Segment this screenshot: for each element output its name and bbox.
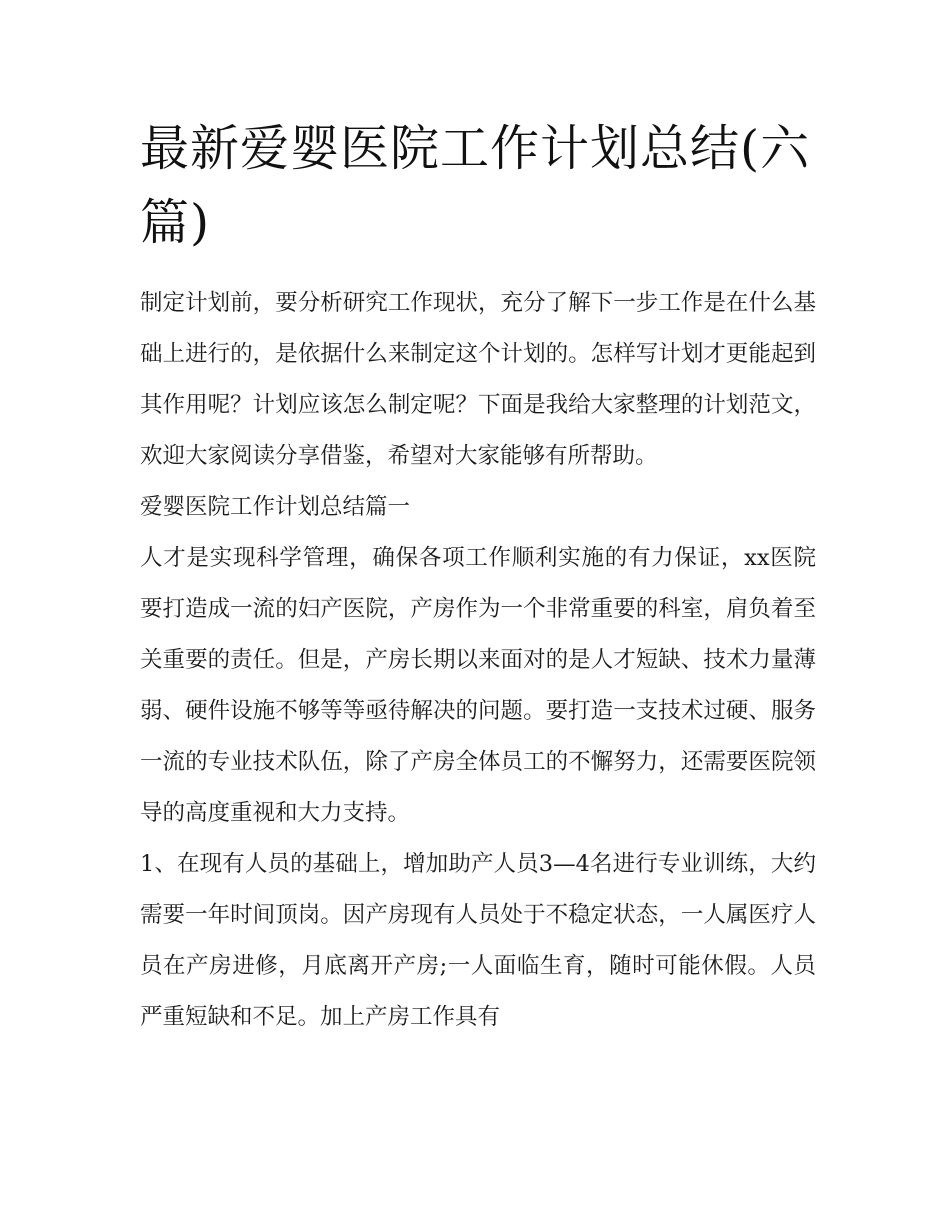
- intro-paragraph: 制定计划前，要分析研究工作现状，充分了解下一步工作是在什么基础上进行的，是依据什么来制定这个计划的。怎样写计划才更能起到其作用呢？计划应该怎么制定呢？下面是我给大家整理的计划范文，欢迎大家阅读分享借鉴，希望对大家能够有所帮助。: [140, 290, 816, 469]
- list-item-1: 1、在现有人员的基础上，增加助产人员3—4名进行专业训练，大约需要一年时间顶岗。因产房现有人员处于不稳定状态，一人属医疗人员在产房进修，月底离开产房;一人面临生育，随时可能休假。人员严重短缺和不足。加上产房工作具有: [140, 851, 816, 1030]
- section-heading: 爱婴医院工作计划总结篇一: [140, 494, 411, 520]
- document-body: [140, 278, 816, 1043]
- document-title: 最新爱婴医院工作计划总结(六篇): [140, 120, 811, 251]
- body-paragraph: 人才是实现科学管理，确保各项工作顺利实施的有力保证，xx医院要打造成一流的妇产医院，产房作为一个非常重要的科室，肩负着至关重要的责任。但是，产房长期以来面对的是人才短缺、技术力量薄弱、硬件设施不够等等亟待解决的问题。要打造一支技术过硬、服务一流的专业技术队伍，除了产房全体员工的不懈努力，还需要医院领导的高度重视和大力支持。: [140, 545, 816, 826]
